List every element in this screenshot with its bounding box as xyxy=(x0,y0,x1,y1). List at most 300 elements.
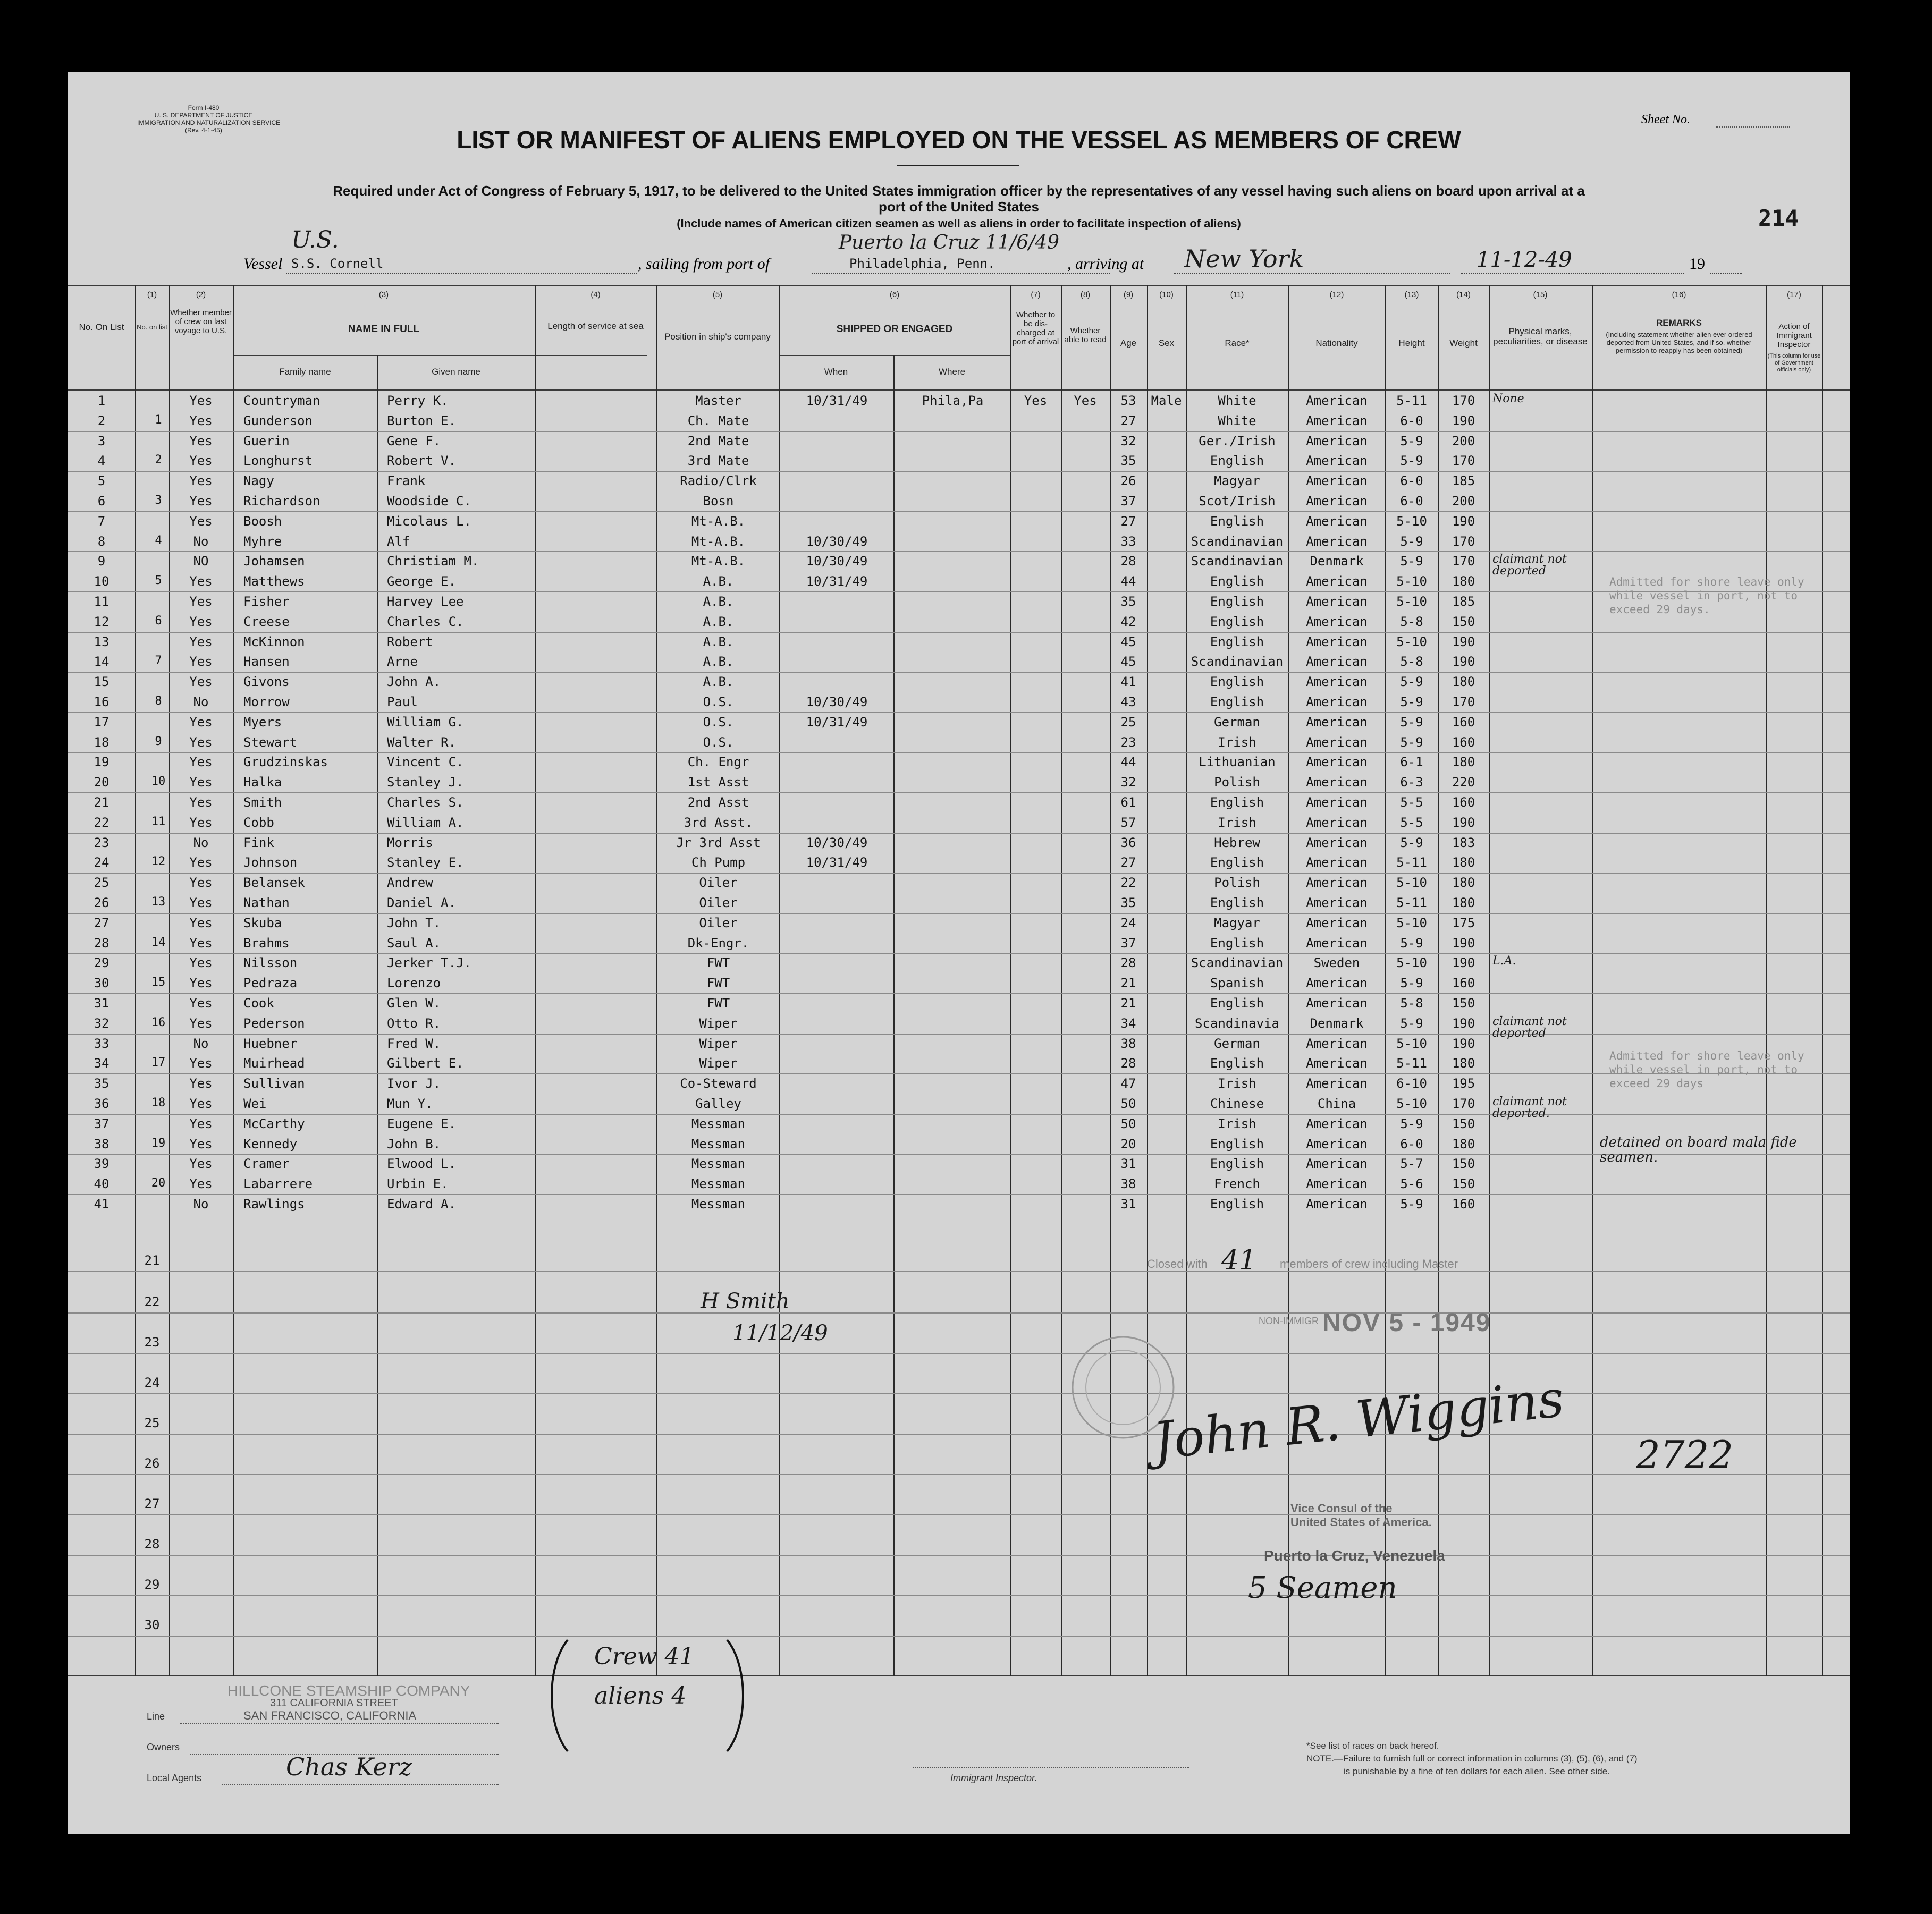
cell-race: Spanish xyxy=(1210,976,1264,991)
cell-wt: 170 xyxy=(1452,1096,1475,1111)
cell-race: English xyxy=(1210,795,1264,810)
cell-pos: Messman xyxy=(691,1176,746,1192)
cell-family: Stewart xyxy=(243,734,298,750)
remark-shore-leave-1: Admitted for shore leave only while vessel in port, not to exceed 29 days. xyxy=(1609,575,1804,616)
cell-given: Glen W. xyxy=(387,996,441,1011)
cell-race: Chinese xyxy=(1210,1096,1264,1111)
cell-ht: 6-0 xyxy=(1400,413,1423,428)
cell-no: 13 xyxy=(94,634,109,649)
cell-pos: A.B. xyxy=(703,654,734,670)
empty-row-number: 24 xyxy=(144,1375,160,1390)
cell-last: Yes xyxy=(189,1136,213,1151)
cell-given: Charles S. xyxy=(387,795,464,810)
cell-wt: 185 xyxy=(1452,473,1475,489)
cell-given: Christiam M. xyxy=(387,554,479,569)
cell-sub: 17 xyxy=(151,1056,166,1070)
cell-ht: 5-9 xyxy=(1400,734,1423,750)
cell-last: No xyxy=(193,1197,209,1212)
cell-no: 15 xyxy=(94,674,109,690)
sheet-number-label: Sheet No. xyxy=(1641,113,1690,126)
cell-nat: Denmark xyxy=(1310,1015,1364,1031)
vessel-name: S.S. Cornell xyxy=(291,256,384,271)
row-rule xyxy=(68,953,1850,954)
seamen-count: 5 Seamen xyxy=(1248,1571,1397,1605)
cell-last: No xyxy=(193,695,209,709)
cell-when: 10/30/49 xyxy=(806,695,868,709)
port-field-rule xyxy=(812,273,1110,274)
closed-rest: members of crew including Master xyxy=(1280,1257,1458,1271)
cell-nat: American xyxy=(1306,714,1368,730)
cell-nat: American xyxy=(1306,695,1368,709)
cell-age: 21 xyxy=(1120,996,1136,1011)
cell-ht: 6-0 xyxy=(1400,1136,1423,1151)
cell-pos: Oiler xyxy=(699,875,738,891)
cell-ht: 5-11 xyxy=(1396,895,1427,910)
header-weight: Weight xyxy=(1449,338,1478,348)
cell-nat: American xyxy=(1306,835,1368,850)
cell-family: Myhre xyxy=(243,533,282,549)
cell-pos: Mt-A.B. xyxy=(691,533,746,549)
cell-race: Magyar xyxy=(1214,915,1260,930)
cell-given: Daniel A. xyxy=(387,895,457,910)
cell-age: 35 xyxy=(1120,594,1136,609)
row-rule xyxy=(68,672,1850,673)
consul-place: Puerto la Cruz, Venezuela xyxy=(1264,1547,1445,1564)
closed-count: 41 xyxy=(1221,1244,1257,1276)
cell-pos: A.B. xyxy=(703,634,734,649)
cell-pos: Messman xyxy=(691,1136,746,1151)
cell-nat: American xyxy=(1306,614,1368,629)
cell-ht: 5-10 xyxy=(1396,513,1427,529)
cell-age: 41 xyxy=(1120,674,1136,690)
cell-family: Nathan xyxy=(243,895,290,910)
cell-ht: 5-10 xyxy=(1396,1036,1427,1051)
cell-age: 38 xyxy=(1120,1176,1136,1192)
cell-race: English xyxy=(1210,996,1264,1011)
colnum-6: (6) xyxy=(889,290,900,299)
cell-race: English xyxy=(1210,594,1264,609)
page-number: 214 xyxy=(1758,205,1799,231)
date-stamp: NOV 5 - 1949 xyxy=(1322,1309,1491,1337)
cell-ht: 5-10 xyxy=(1396,955,1427,971)
cell-pos: Bosn xyxy=(703,494,734,509)
cell-wt: 220 xyxy=(1452,775,1475,790)
cell-wt: 190 xyxy=(1452,955,1475,971)
cell-sub: 15 xyxy=(151,976,166,989)
cell-wt: 150 xyxy=(1452,1176,1475,1192)
row-rule xyxy=(68,1271,1850,1272)
cell-nat: American xyxy=(1306,755,1368,770)
cell-family: Skuba xyxy=(243,915,282,930)
col-rule xyxy=(1489,285,1490,1676)
cell-marks: None xyxy=(1492,392,1524,405)
cell-race: Irish xyxy=(1218,734,1256,750)
colnum-9: (9) xyxy=(1123,290,1134,299)
cell-wt: 150 xyxy=(1452,614,1475,629)
cell-age: 35 xyxy=(1120,453,1136,469)
cell-age: 31 xyxy=(1120,1156,1136,1172)
row-rule xyxy=(68,873,1850,874)
cell-age: 25 xyxy=(1120,714,1136,730)
cell-nat: American xyxy=(1306,1136,1368,1151)
cell-when: 10/31/49 xyxy=(806,393,868,408)
cell-no: 8 xyxy=(97,533,106,549)
cell-family: Wei xyxy=(243,1096,267,1111)
cell-when: 10/31/49 xyxy=(806,855,868,870)
cell-race: English xyxy=(1210,1156,1264,1172)
cell-ht: 5-9 xyxy=(1400,554,1423,569)
cell-pos: 2nd Asst xyxy=(687,795,749,810)
local-agents-label: Local Agents xyxy=(147,1773,202,1783)
colnum-3: (3) xyxy=(378,290,389,299)
cell-wt: 170 xyxy=(1452,533,1475,549)
colnum-14: (14) xyxy=(1456,290,1471,299)
cell-last: Yes xyxy=(189,795,213,810)
cell-family: Fisher xyxy=(243,594,290,609)
cell-no: 1 xyxy=(97,393,106,408)
cell-race: Polish xyxy=(1214,775,1260,790)
cell-sub: 5 xyxy=(155,574,162,588)
cell-when: 10/30/49 xyxy=(806,533,868,549)
inspector-initials: H Smith xyxy=(701,1289,790,1314)
cell-family: Pedraza xyxy=(243,976,298,991)
date-field-rule xyxy=(1461,273,1684,274)
cell-no: 38 xyxy=(94,1136,109,1151)
cell-sub: 11 xyxy=(151,815,166,828)
cell-pos: Ch. Mate xyxy=(687,413,749,428)
cell-family: Givons xyxy=(243,674,290,690)
cell-family: Huebner xyxy=(243,1036,298,1051)
cell-ht: 5-11 xyxy=(1396,393,1427,408)
cell-no: 10 xyxy=(94,574,109,589)
cell-no: 23 xyxy=(94,835,109,850)
cell-family: Morrow xyxy=(243,695,290,709)
header-position: Position in ship's company xyxy=(664,332,771,342)
cell-race: English xyxy=(1210,453,1264,469)
cell-last: Yes xyxy=(189,614,213,629)
cell-marks: claimant not deported xyxy=(1492,553,1567,578)
cell-sub: 7 xyxy=(155,654,162,668)
fine-note-1: NOTE.—Failure to furnish full or correct information in columns (3), (5), (6), and (7) xyxy=(1306,1754,1638,1764)
cell-sub: 13 xyxy=(151,895,166,909)
arriving-field-rule xyxy=(1174,273,1450,274)
cell-ht: 5-9 xyxy=(1400,714,1423,730)
cell-age: 50 xyxy=(1120,1096,1136,1111)
cell-race: Ger./Irish xyxy=(1199,433,1276,448)
header-when: When xyxy=(824,367,848,377)
cell-nat: American xyxy=(1306,574,1368,589)
cell-when: 10/31/49 xyxy=(806,574,868,589)
colnum-2: (2) xyxy=(196,290,206,299)
cell-age: 28 xyxy=(1120,955,1136,971)
cell-given: Alf xyxy=(387,533,410,549)
cell-given: Edward A. xyxy=(387,1197,457,1212)
cell-pos: Co-Steward xyxy=(680,1076,757,1091)
arrival-date-handwritten: 11-12-49 xyxy=(1477,248,1572,272)
cell-wt: 190 xyxy=(1452,634,1475,649)
empty-row-number: 25 xyxy=(144,1416,160,1430)
cell-pos: Wiper xyxy=(699,1015,738,1031)
cell-age: 32 xyxy=(1120,775,1136,790)
cell-race: English xyxy=(1210,1197,1264,1212)
cell-no: 22 xyxy=(94,815,109,830)
name-subheader-rule xyxy=(233,355,647,356)
cell-last: Yes xyxy=(189,855,213,870)
line-field[interactable] xyxy=(180,1723,499,1724)
header-no-on-list: No. On List xyxy=(79,322,124,332)
year-field[interactable] xyxy=(1710,273,1742,274)
cell-ht: 5-9 xyxy=(1400,835,1423,850)
revision: (Rev. 4-1-45) xyxy=(185,126,222,134)
cell-family: Nagy xyxy=(243,473,274,489)
cell-family: Guerin xyxy=(243,433,290,448)
header-length-service: Length of service at sea xyxy=(547,321,644,331)
col-rule xyxy=(779,285,780,1676)
row-rule xyxy=(68,792,1850,793)
company-street: 311 CALIFORNIA STREET xyxy=(270,1697,398,1709)
cell-age: 27 xyxy=(1120,413,1136,428)
cell-family: Labarrere xyxy=(243,1176,313,1192)
row-rule xyxy=(68,471,1850,472)
cell-family: Grudzinskas xyxy=(243,755,328,770)
cell-age: 20 xyxy=(1120,1136,1136,1151)
cell-wt: 170 xyxy=(1452,695,1475,709)
cell-no: 12 xyxy=(94,614,109,629)
header-height: Height xyxy=(1398,338,1425,348)
cell-race: English xyxy=(1210,935,1264,951)
cell-no: 16 xyxy=(94,695,109,709)
cell-given: John T. xyxy=(387,915,441,930)
cell-nat: American xyxy=(1306,393,1368,408)
cell-nat: American xyxy=(1306,1156,1368,1172)
cell-nat: American xyxy=(1306,594,1368,609)
cell-marks: claimant not deported. xyxy=(1492,1095,1567,1120)
cell-last: Yes xyxy=(189,955,213,971)
cell-given: Gilbert E. xyxy=(387,1056,464,1071)
cell-wt: 190 xyxy=(1452,935,1475,951)
cell-ht: 5-9 xyxy=(1400,935,1423,951)
cell-race: Lithuanian xyxy=(1199,755,1276,770)
cell-wt: 180 xyxy=(1452,855,1475,870)
cell-ht: 5-9 xyxy=(1400,453,1423,469)
cell-given: Saul A. xyxy=(387,935,441,951)
cell-nat: American xyxy=(1306,1036,1368,1051)
cell-family: Countryman xyxy=(243,393,320,408)
cell-no: 21 xyxy=(94,795,109,810)
row-rule xyxy=(68,1073,1850,1074)
cell-marks: L.A. xyxy=(1492,954,1516,968)
cell-race: Scandinavian xyxy=(1191,654,1284,670)
cell-no: 11 xyxy=(94,594,109,609)
crew-note-2: aliens 4 xyxy=(594,1682,687,1709)
cell-given: John B. xyxy=(387,1136,441,1151)
cell-pos: Oiler xyxy=(699,915,738,930)
cell-race: English xyxy=(1210,695,1264,709)
colnum-7: (7) xyxy=(1031,290,1041,299)
cell-wt: 160 xyxy=(1452,976,1475,991)
row-rule xyxy=(68,1636,1850,1637)
cell-last: No xyxy=(193,1036,209,1051)
cell-race: Magyar xyxy=(1214,473,1260,489)
company-name: HILLCONE STEAMSHIP COMPANY xyxy=(227,1682,470,1699)
cell-nat: American xyxy=(1306,855,1368,870)
cell-family: Rawlings xyxy=(243,1197,305,1212)
cell-wt: 170 xyxy=(1452,393,1475,408)
cell-age: 27 xyxy=(1120,855,1136,870)
cell-race: Scandinavia xyxy=(1195,1015,1279,1031)
cell-nat: American xyxy=(1306,996,1368,1011)
cell-age: 37 xyxy=(1120,494,1136,509)
cell-family: McKinnon xyxy=(243,634,305,649)
cell-family: Boosh xyxy=(243,513,282,529)
cell-last: Yes xyxy=(189,875,213,891)
cell-nat: Denmark xyxy=(1310,554,1364,569)
cell-given: Robert xyxy=(387,634,433,649)
cell-age: 42 xyxy=(1120,614,1136,629)
cell-family: Belansek xyxy=(243,875,305,891)
row-rule xyxy=(68,712,1850,713)
sailing-label: , sailing from port of xyxy=(638,255,770,273)
cell-given: Harvey Lee xyxy=(387,594,464,609)
cell-nat: China xyxy=(1317,1096,1356,1111)
cell-nat: American xyxy=(1306,875,1368,891)
cell-sub: 1 xyxy=(155,413,162,427)
statute-line-2: port of the United States xyxy=(879,199,1039,215)
cell-last: Yes xyxy=(189,654,213,670)
cell-no: 9 xyxy=(97,554,106,569)
consul-signature: John R. Wiggins xyxy=(1150,1368,1567,1471)
cell-age: 22 xyxy=(1120,875,1136,891)
cell-race: English xyxy=(1210,674,1264,690)
cell-given: Woodside C. xyxy=(387,494,471,509)
cell-race: English xyxy=(1210,614,1264,629)
cell-family: Smith xyxy=(243,795,282,810)
cell-age: 26 xyxy=(1120,473,1136,489)
cell-no: 20 xyxy=(94,775,109,790)
cell-last: Yes xyxy=(189,433,213,448)
cell-wt: 183 xyxy=(1452,835,1475,850)
cell-race: German xyxy=(1214,714,1260,730)
cell-no: 5 xyxy=(97,473,106,489)
inspector-sign-line[interactable] xyxy=(913,1767,1189,1768)
row-rule xyxy=(68,1393,1850,1394)
vessel-field-rule xyxy=(286,273,637,274)
cell-wt: 190 xyxy=(1452,815,1475,830)
page-title: LIST OR MANIFEST OF ALIENS EMPLOYED ON THE VESSEL AS MEMBERS OF CREW xyxy=(457,126,1461,154)
cell-no: 25 xyxy=(94,875,109,891)
cell-given: William G. xyxy=(387,714,464,730)
cell-pos: Wiper xyxy=(699,1056,738,1071)
agent-signature: Chas Kerz xyxy=(286,1752,412,1781)
cell-last: Yes xyxy=(189,996,213,1011)
cell-age: 35 xyxy=(1120,895,1136,910)
cell-family: Gunderson xyxy=(243,413,313,428)
cell-ht: 5-9 xyxy=(1400,533,1423,549)
shipped-subheader-rule xyxy=(779,355,1010,356)
cell-given: Eugene E. xyxy=(387,1116,457,1131)
header-age: Age xyxy=(1120,338,1137,348)
cell-no: 14 xyxy=(94,654,109,670)
cell-nat: American xyxy=(1306,915,1368,930)
port-handwritten: Puerto la Cruz 11/6/49 xyxy=(839,232,1060,253)
cell-race: White xyxy=(1218,413,1256,428)
cell-given: Morris xyxy=(387,835,433,850)
crew-note-1: Crew 41 xyxy=(594,1643,695,1670)
cell-family: Richardson xyxy=(243,494,320,509)
cell-nat: American xyxy=(1306,976,1368,991)
cell-pos: FWT xyxy=(706,955,730,971)
department: U. S. DEPARTMENT OF JUSTICE xyxy=(154,112,253,119)
cell-nat: American xyxy=(1306,453,1368,469)
empty-row-number: 30 xyxy=(144,1617,160,1632)
cell-nat: American xyxy=(1306,634,1368,649)
cell-age: 50 xyxy=(1120,1116,1136,1131)
cell-nat: American xyxy=(1306,513,1368,529)
consul-title-2: United States of America. xyxy=(1290,1515,1432,1529)
cell-nat: American xyxy=(1306,1116,1368,1131)
cell-race: Irish xyxy=(1218,815,1256,830)
cell-no: 19 xyxy=(94,755,109,770)
form-number: Form I-480 xyxy=(188,104,220,112)
cell-wt: 150 xyxy=(1452,996,1475,1011)
cell-last: Yes xyxy=(189,1116,213,1131)
cell-family: Myers xyxy=(243,714,282,730)
inspector-date: 11/12/49 xyxy=(732,1321,828,1345)
cell-ht: 6-0 xyxy=(1400,473,1423,489)
colnum-4: (4) xyxy=(590,290,601,299)
cell-wt: 190 xyxy=(1452,513,1475,529)
cell-last: Yes xyxy=(189,634,213,649)
cell-given: Vincent C. xyxy=(387,755,464,770)
cell-given: Andrew xyxy=(387,875,433,891)
cell-race: Hebrew xyxy=(1214,835,1260,850)
cell-pos: 1st Asst xyxy=(687,775,749,790)
cell-sub: 14 xyxy=(151,935,166,949)
cell-nat: American xyxy=(1306,895,1368,910)
col-rule xyxy=(1766,285,1767,1676)
header-shipped-engaged: SHIPPED OR ENGAGED xyxy=(836,324,953,335)
cell-last: Yes xyxy=(189,755,213,770)
cell-given: Stanley E. xyxy=(387,855,464,870)
cell-family: Nilsson xyxy=(243,955,298,971)
title-rule xyxy=(897,165,1019,166)
port-from: Philadelphia, Penn. xyxy=(849,256,995,271)
cell-age: 44 xyxy=(1120,574,1136,589)
cell-given: Paul xyxy=(387,695,418,709)
cell-family: Brahms xyxy=(243,935,290,951)
cell-sub: 20 xyxy=(151,1176,166,1190)
cell-nat: American xyxy=(1306,433,1368,448)
row-rule xyxy=(68,1353,1850,1354)
cell-last: Yes xyxy=(189,413,213,428)
row-rule xyxy=(68,1194,1850,1195)
cell-wt: 190 xyxy=(1452,1015,1475,1031)
cell-family: Halka xyxy=(243,775,282,790)
cell-family: Kennedy xyxy=(243,1136,298,1151)
cell-given: Lorenzo xyxy=(387,976,441,991)
cell-wt: 180 xyxy=(1452,875,1475,891)
row-rule xyxy=(68,1434,1850,1435)
cell-last: Yes xyxy=(189,714,213,730)
local-agents-field[interactable] xyxy=(222,1784,499,1785)
cell-no: 28 xyxy=(94,935,109,951)
cell-nat: American xyxy=(1306,734,1368,750)
cell-wt: 200 xyxy=(1452,433,1475,448)
closed-with-label: Closed with xyxy=(1147,1257,1208,1271)
cell-wt: 170 xyxy=(1452,554,1475,569)
cell-no: 33 xyxy=(94,1036,109,1051)
cell-race: German xyxy=(1214,1036,1260,1051)
